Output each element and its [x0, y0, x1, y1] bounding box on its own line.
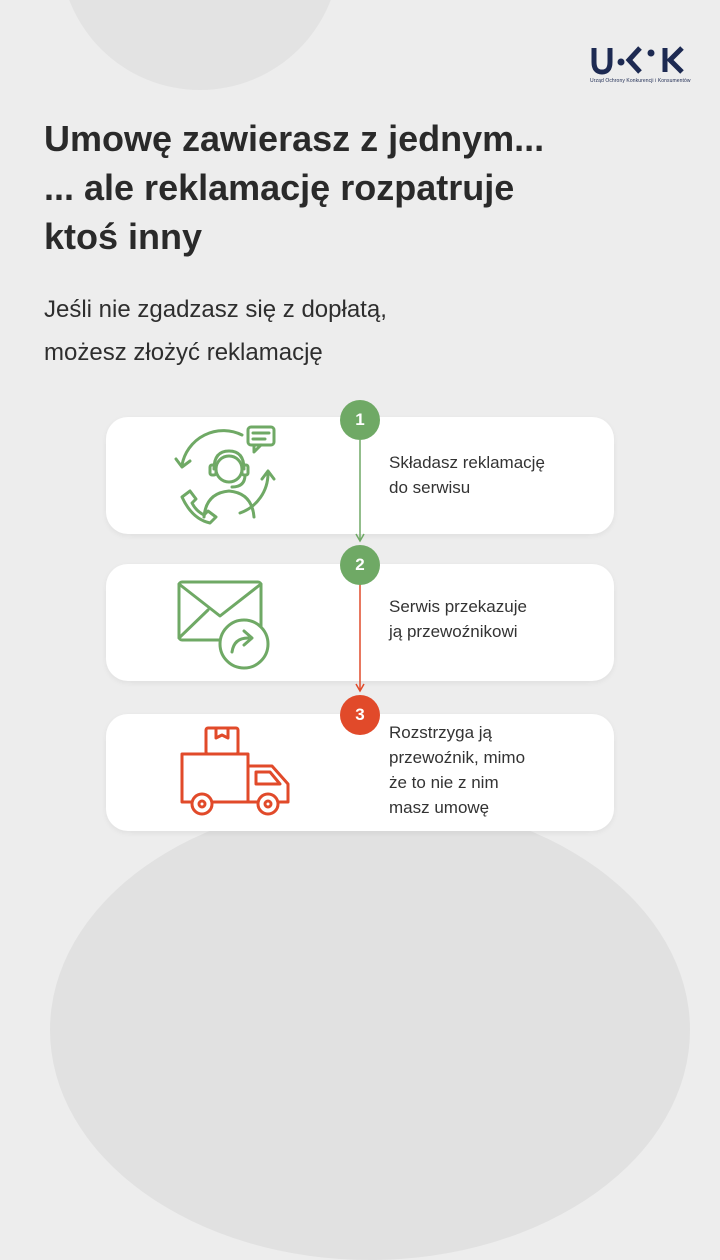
- decorative-circle-top: [60, 0, 340, 90]
- step-text-3: [389, 720, 525, 820]
- step-2-line-1: Serwis przekazuje: [389, 597, 527, 616]
- step-1-line-1: Składasz reklamację: [389, 453, 545, 472]
- title-line-3: ktoś inny: [44, 216, 203, 257]
- forward-mail-icon: [176, 578, 276, 674]
- page-title: [44, 114, 684, 261]
- step-2-line-2: ją przewoźnikowi: [389, 622, 518, 641]
- step-badge-1: 1: [340, 400, 380, 440]
- uokik-logo: [588, 44, 692, 88]
- uokik-logo-mark: [588, 44, 688, 78]
- step-text-2: [389, 594, 527, 644]
- connector-arrow-2-3: [354, 583, 366, 696]
- logo-caption: Urząd Ochrony Konkurencji i Konsumentów: [590, 78, 691, 84]
- subtitle: [44, 288, 684, 374]
- step-badge-2: 2: [340, 545, 380, 585]
- delivery-truck-icon: [178, 724, 294, 820]
- subtitle-line-2: możesz złożyć reklamację: [44, 339, 323, 366]
- step-text-1: [389, 450, 545, 500]
- connector-arrow-1-2: [354, 440, 366, 546]
- step-3-line-2: przewoźnik, mimo: [389, 748, 526, 767]
- step-1-line-2: do serwisu: [389, 478, 471, 497]
- decorative-circle-bottom: [50, 800, 690, 1260]
- subtitle-line-1: Jeśli nie zgadzasz się z dopłatą,: [44, 296, 387, 323]
- customer-service-icon: [172, 425, 284, 525]
- step-3-line-1: Rozstrzyga ją: [389, 723, 492, 742]
- step-badge-3: 3: [340, 695, 380, 735]
- step-3-line-3: że to nie z nim: [389, 773, 499, 792]
- title-line-2: ... ale reklamację rozpatruje: [44, 167, 515, 208]
- step-3-line-4: masz umowę: [389, 798, 490, 817]
- title-line-1: Umowę zawierasz z jednym...: [44, 118, 545, 159]
